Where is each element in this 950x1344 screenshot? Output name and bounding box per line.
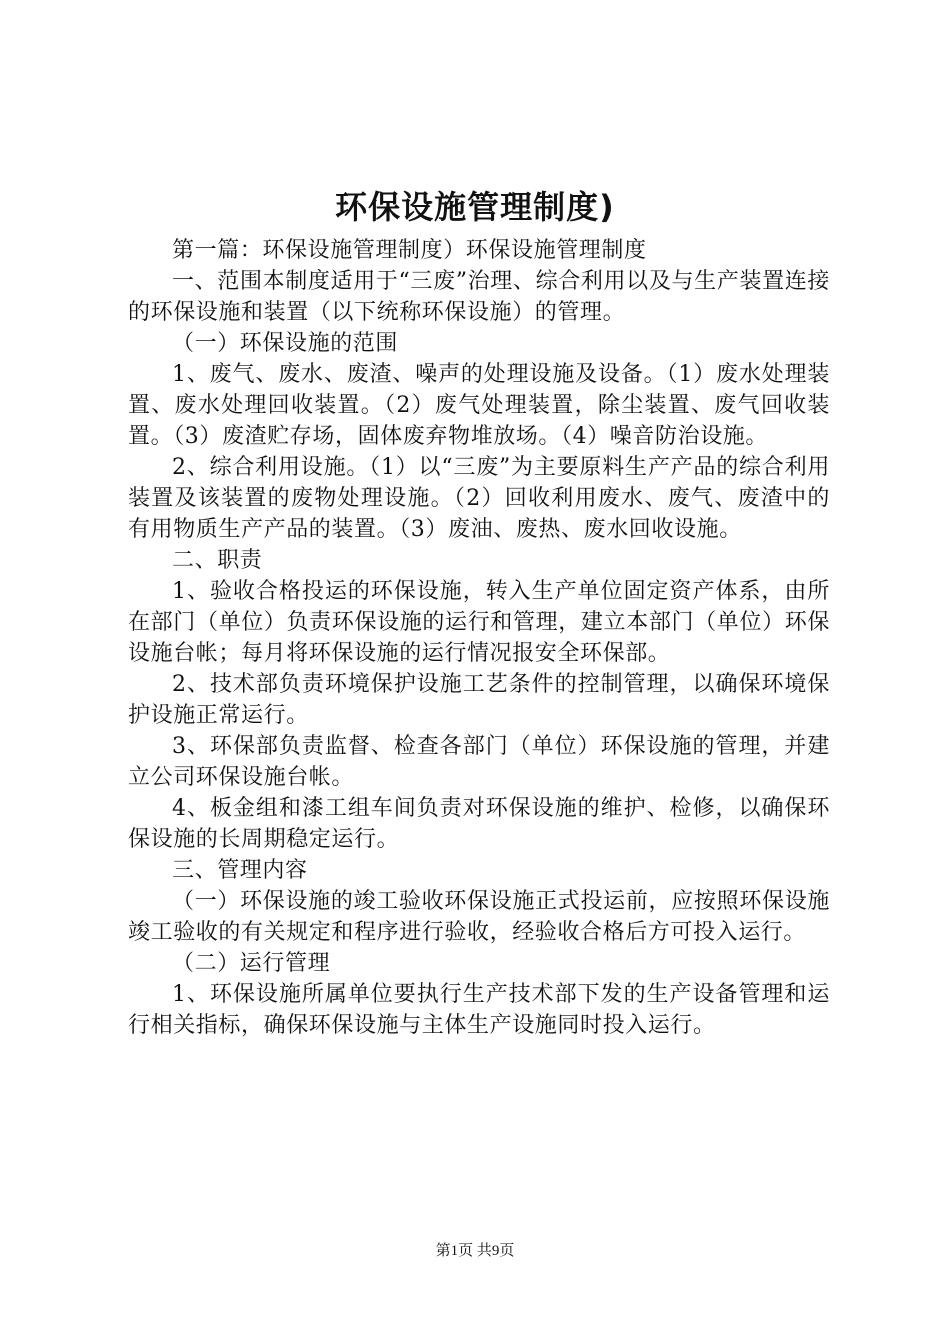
paragraph-2: 一、范围本制度适用于“三废”治理、综合利用以及与生产装置连接的环保设施和装置（以下统称环保设施）的管理。 bbox=[128, 269, 830, 325]
paragraph-11: 三、管理内容 bbox=[172, 858, 308, 883]
paragraph-12: （一）环保设施的竣工验收环保设施正式投运前，应按照环保设施竣工验收的有关规定和程序进行验收，经验收合格后方可投入运行。 bbox=[128, 889, 830, 945]
paragraph-7: 1、验收合格投运的环保设施，转入生产单位固定资产体系，由所在部门（单位）负责环保设施的运行和管理，建立本部门（单位）环保设施台帐；每月将环保设施的运行情况报安全环保部。 bbox=[128, 579, 830, 666]
paragraph-9: 3、环保部负责监督、检查各部门（单位）环保设施的管理，并建立公司环保设施台帐。 bbox=[128, 734, 830, 790]
paragraph-13: （二）运行管理 bbox=[172, 951, 331, 976]
paragraph-4: 1、废气、废水、废渣、噪声的处理设施及设备。（1）废水处理装置、废水处理回收装置。（2）废气处理装置，除尘装置、废气回收装置。（3）废渣贮存场，固体废弃物堆放场。（4）噪音防治设施。 bbox=[128, 362, 830, 449]
paragraph-6: 二、职责 bbox=[172, 548, 263, 573]
paragraph-14: 1、环保设施所属单位要执行生产技术部下发的生产设备管理和运行相关指标，确保环保设施与主体生产设施同时投入运行。 bbox=[128, 982, 830, 1038]
document-body bbox=[128, 235, 830, 1041]
paragraph-10: 4、板金组和漆工组车间负责对环保设施的维护、检修，以确保环保设施的长周期稳定运行。 bbox=[128, 796, 830, 852]
paragraph-8: 2、技术部负责环境保护设施工艺条件的控制管理，以确保环境保护设施正常运行。 bbox=[128, 672, 830, 728]
paragraph-1: 第一篇：环保设施管理制度）环保设施管理制度 bbox=[172, 238, 647, 263]
document-title: 环保设施管理制度) bbox=[335, 188, 615, 226]
paragraph-3: （一）环保设施的范围 bbox=[172, 331, 399, 356]
page-number-footer: 第1页 共9页 bbox=[435, 1243, 515, 1259]
paragraph-5: 2、综合利用设施。（1）以“三废”为主要原料生产产品的综合利用装置及该装置的废物处理设施。（2）回收利用废水、废气、废渣中的有用物质生产产品的装置。（3）废油、废热、废水回收设施。 bbox=[128, 455, 830, 542]
